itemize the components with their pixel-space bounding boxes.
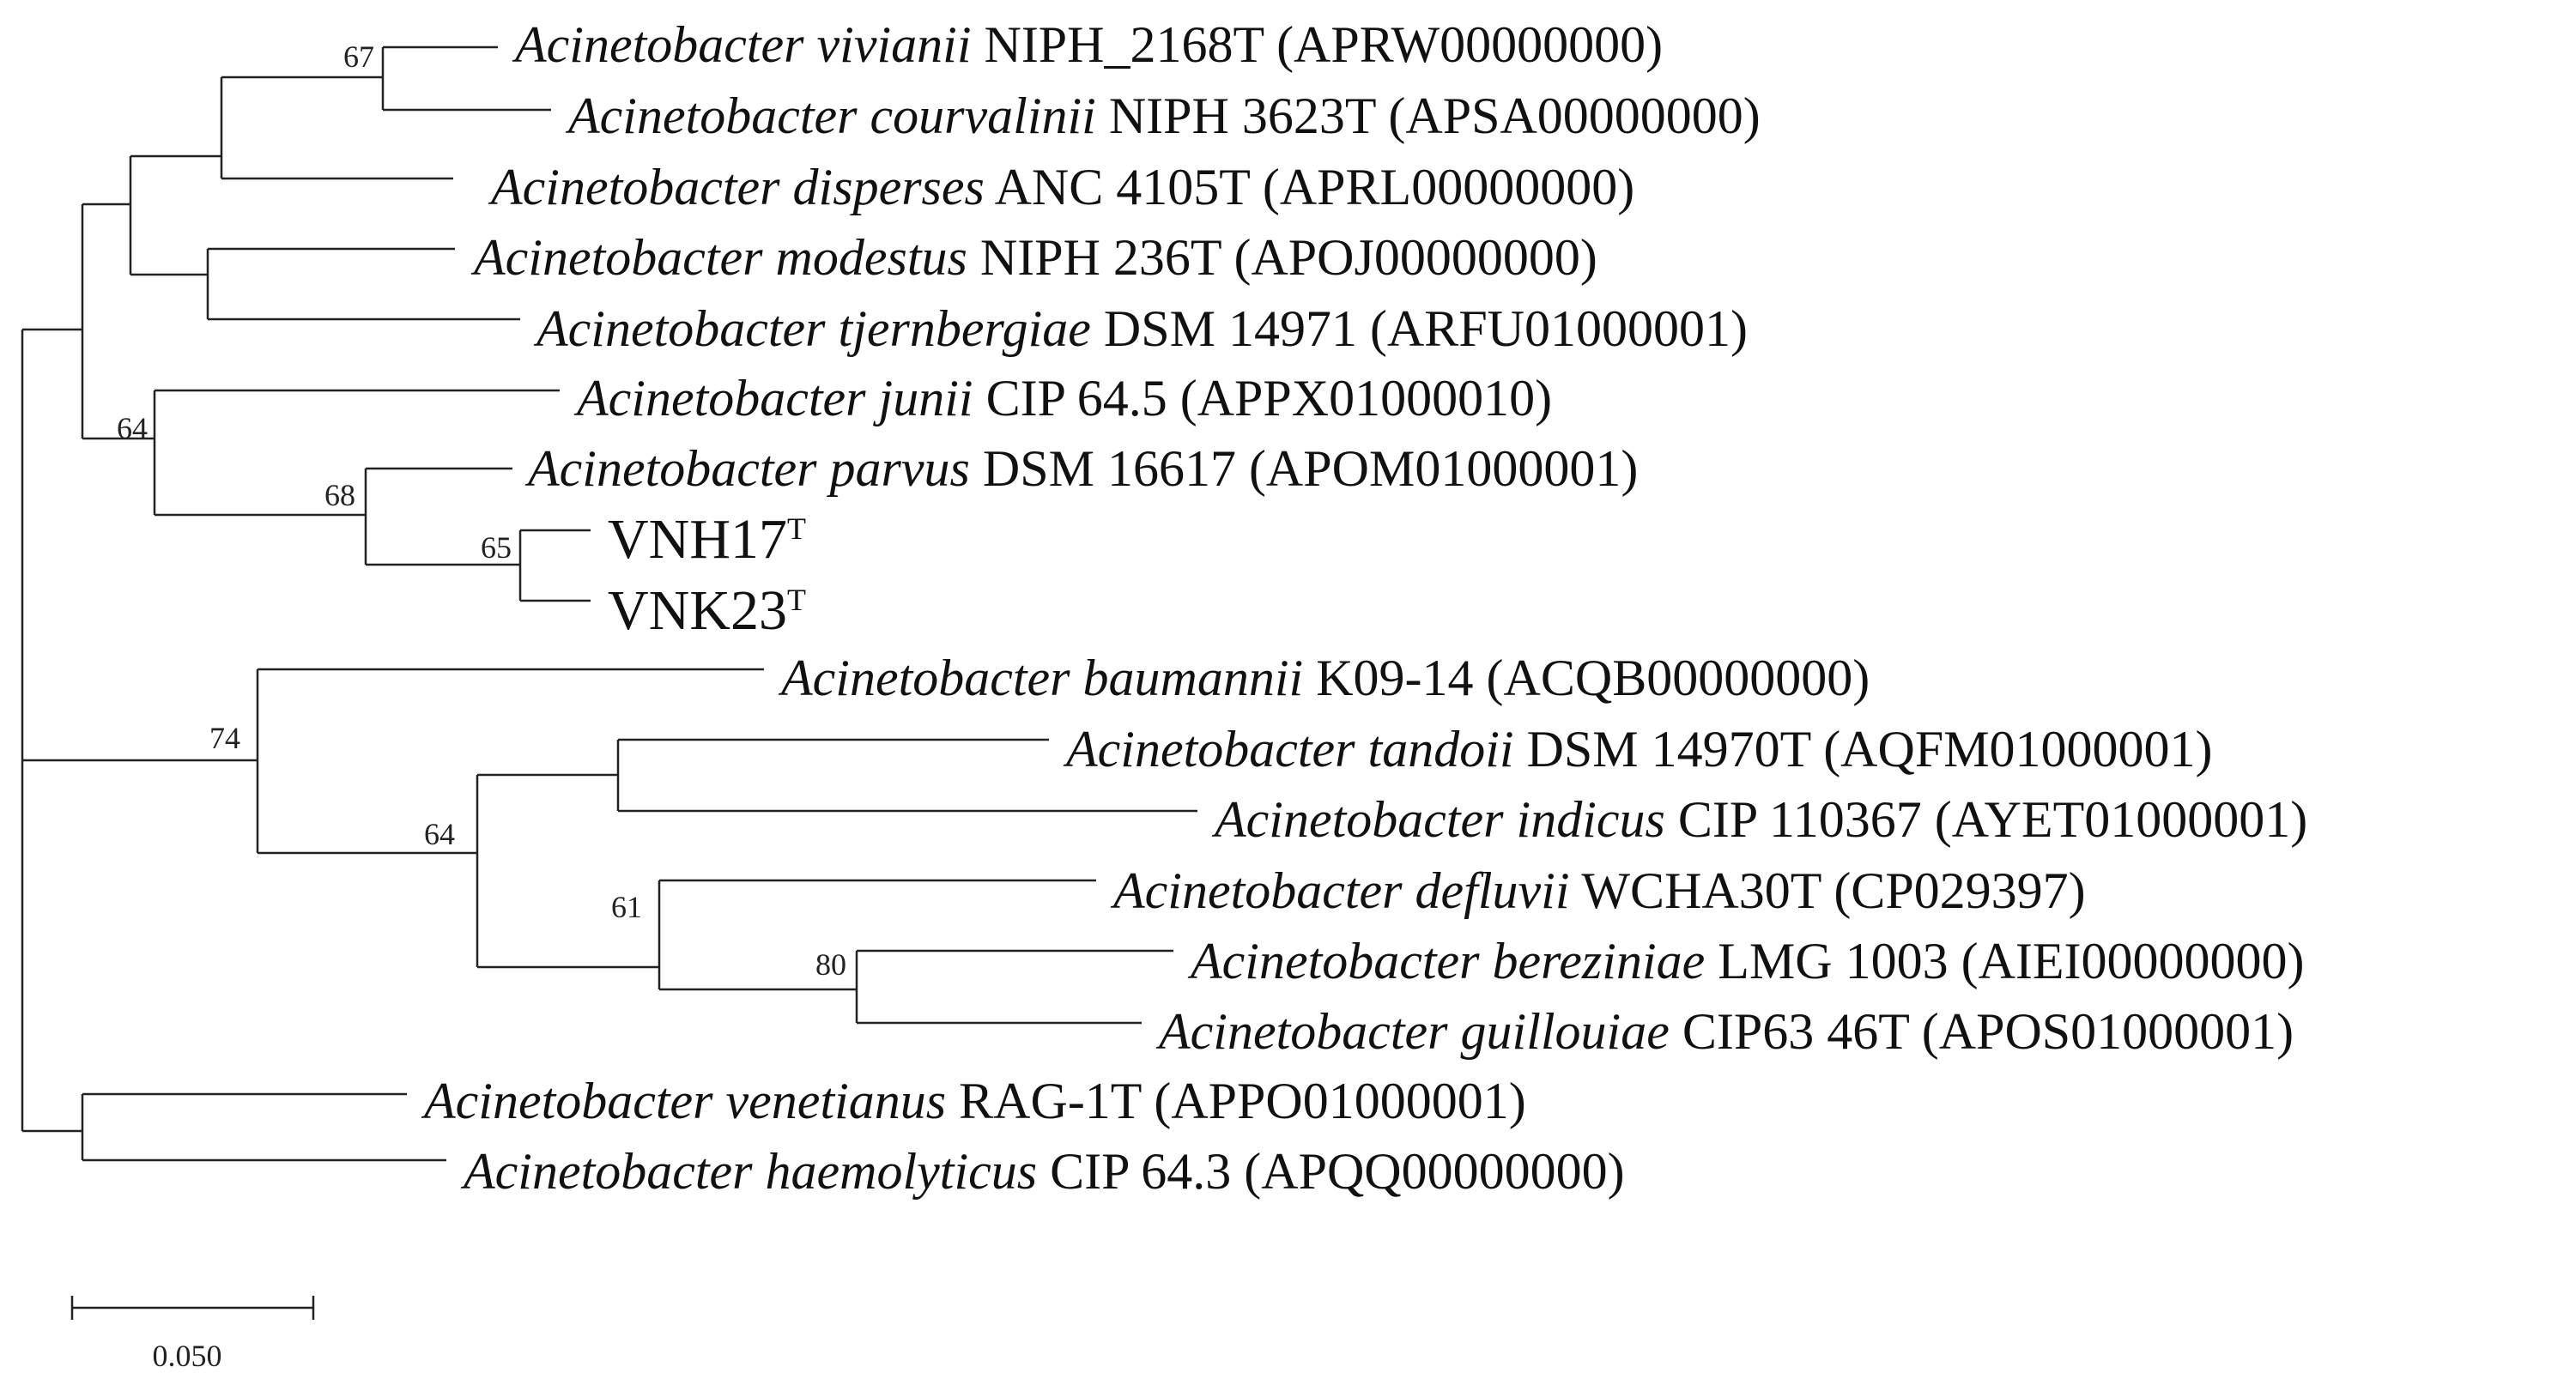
bootstrap-value: 64 xyxy=(424,817,455,851)
leaf-label-vnh17: $VNH17^T$ xyxy=(608,508,806,571)
leaf-label: Acinetobacter indicus CIP 110367 (AYET01000001) xyxy=(1215,791,2308,848)
leaf-label: Acinetobacter vivianii NIPH_2168T (APRW00000000) xyxy=(515,16,1664,73)
leaf-label: Acinetobacter junii CIP 64.5 (APPX01000010) xyxy=(577,370,1553,426)
bootstrap-value: 74 xyxy=(209,721,240,755)
leaf-label: Acinetobacter bereziniae LMG 1003 (AIEI00000000) xyxy=(1191,933,2305,989)
leaf-label: Acinetobacter guillouiae CIP63 46T (APOS01000001) xyxy=(1159,1003,2294,1060)
bootstrap-value: 67 xyxy=(343,39,374,74)
bootstrap-value: 61 xyxy=(611,890,642,924)
bootstrap-value: 65 xyxy=(481,530,512,565)
scale-bar-label: 0.050 xyxy=(152,1339,222,1373)
leaf-label: Acinetobacter haemolyticus CIP 64.3 (APQQ00000000) xyxy=(464,1143,1625,1200)
leaf-label: Acinetobacter modestus NIPH 236T (APOJ00000000) xyxy=(474,229,1597,286)
bootstrap-value: 80 xyxy=(815,947,846,982)
leaf-labels xyxy=(421,16,2307,1200)
leaf-label: Acinetobacter courvalinii NIPH 3623T (APSA00000000) xyxy=(568,88,1761,144)
leaf-label: Acinetobacter baumannii K09-14 (ACQB00000000) xyxy=(781,650,1870,706)
leaf-label: Acinetobacter defluvii WCHA30T (CP029397) xyxy=(1113,862,2086,919)
leaf-label: Acinetobacter tjernbergiae DSM 14971 (ARFU01000001) xyxy=(536,300,1748,357)
leaf-label: Acinetobacter venetianus RAG-1T (APPO01000001) xyxy=(424,1073,1526,1129)
leaf-label-vnk23: $VNK23^T$ xyxy=(608,579,806,642)
bootstrap-value: 68 xyxy=(324,478,355,512)
leaf-label: Acinetobacter tandoii DSM 14970T (AQFM01000001) xyxy=(1066,721,2213,777)
scale-bar xyxy=(72,1296,313,1373)
leaf-label: Acinetobacter disperses ANC 4105T (APRL00000000) xyxy=(491,159,1635,215)
leaf-label: Acinetobacter parvus DSM 16617 (APOM01000001) xyxy=(528,440,1639,497)
bootstrap-value: 64 xyxy=(117,411,148,445)
